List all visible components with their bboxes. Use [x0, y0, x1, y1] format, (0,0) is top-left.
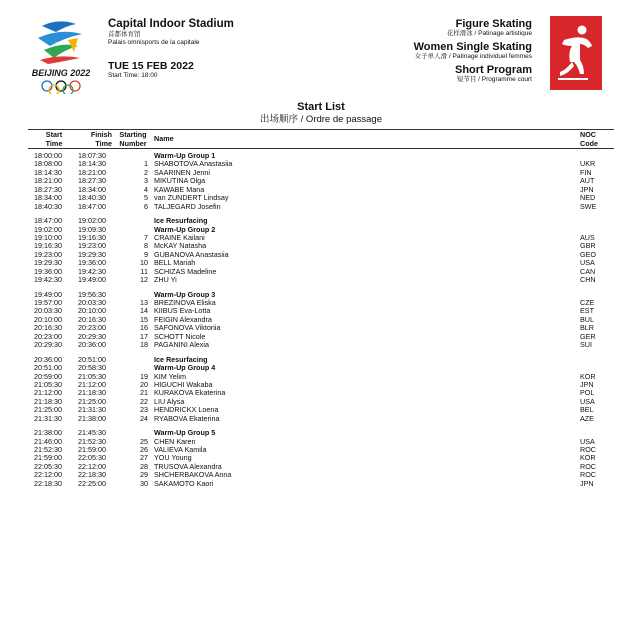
starting-number-cell: 20 — [140, 379, 148, 389]
finish-time-cell: 20:58:30 — [78, 363, 106, 373]
session-row — [28, 356, 614, 364]
venue-name-fr: Palais omnisports de la capitale — [108, 39, 200, 46]
finish-time-cell: 21:12:00 — [78, 379, 106, 389]
noc-code-cell: USA — [580, 396, 595, 406]
starting-number-cell: 8 — [144, 241, 148, 251]
finish-time-cell: 19:56:30 — [78, 289, 106, 299]
finish-time-cell: 20:51:00 — [78, 354, 106, 364]
skater-name-cell: HIGUCHI Wakaba — [154, 379, 213, 389]
skater-row — [28, 186, 614, 194]
noc-code-cell: AUT — [580, 176, 595, 186]
column-finish-label-2: Time — [95, 138, 112, 148]
finish-time-cell: 22:05:30 — [78, 453, 106, 463]
noc-code-cell: JPN — [580, 184, 594, 194]
noc-code-cell: CHN — [580, 275, 596, 285]
noc-code-cell: GEO — [580, 249, 596, 259]
start-time-cell: 18:40:30 — [34, 201, 62, 211]
noc-code-cell: SUI — [580, 340, 592, 350]
starting-number-cell: 14 — [140, 306, 148, 316]
skater-row — [28, 415, 614, 423]
finish-time-cell: 18:21:00 — [78, 167, 106, 177]
finish-time-cell: 19:42:30 — [78, 266, 106, 276]
event-name: Women Single Skating — [413, 41, 532, 53]
skater-row — [28, 259, 614, 267]
noc-code-cell: BEL — [580, 405, 594, 415]
skater-name-cell: McKAY Natasha — [154, 241, 207, 251]
skater-name-cell: CHEN Karen — [154, 436, 196, 446]
noc-code-cell: CAN — [580, 266, 596, 276]
noc-code-cell: CZE — [580, 298, 595, 307]
column-name: Name — [154, 134, 174, 143]
noc-code-cell: BLR — [580, 323, 594, 333]
venue-block — [108, 18, 328, 80]
start-time-cell: 20:36:00 — [34, 354, 62, 364]
skater-name-cell: SAKAMOTO Kaori — [154, 478, 214, 488]
start-time-cell: 18:27:30 — [34, 184, 62, 194]
session-label: Warm-Up Group 3 — [154, 289, 216, 299]
starting-number-cell: 1 — [144, 159, 148, 169]
starting-number-cell: 10 — [140, 258, 148, 268]
starting-number-cell: 7 — [144, 232, 148, 242]
finish-time-cell: 18:07:30 — [78, 151, 106, 160]
starting-number-cell: 19 — [140, 371, 148, 381]
finish-time-cell: 18:47:00 — [78, 201, 106, 211]
skater-row — [28, 307, 614, 315]
finish-time-cell: 20:36:00 — [78, 340, 106, 350]
finish-time-cell: 19:49:00 — [78, 275, 106, 285]
noc-code-cell: JPN — [580, 478, 594, 488]
skater-row — [28, 299, 614, 307]
start-time-cell: 18:00:00 — [34, 151, 62, 160]
starting-number-cell: 6 — [144, 201, 148, 211]
column-starting-number — [116, 131, 150, 148]
noc-code-cell: GBR — [580, 241, 596, 251]
skater-name-cell: KAWABE Mana — [154, 184, 205, 194]
skater-name-cell: SHABOTOVA Anastasiia — [154, 159, 233, 169]
column-noc-code — [580, 131, 598, 148]
skater-row — [28, 242, 614, 250]
svg-text:BEIJING 2022: BEIJING 2022 — [31, 68, 91, 78]
starting-number-cell: 17 — [140, 331, 148, 341]
starting-number-cell: 12 — [140, 275, 148, 285]
skater-name-cell: TALJEGARD Josefin — [154, 201, 221, 211]
starting-number-cell: 28 — [140, 461, 148, 471]
column-finish-time — [82, 131, 112, 148]
session-label: Warm-Up Group 5 — [154, 428, 216, 438]
finish-time-cell: 20:23:00 — [78, 323, 106, 333]
skater-row — [28, 324, 614, 332]
noc-code-cell: AZE — [580, 413, 594, 423]
column-start-time — [38, 131, 70, 148]
starting-number-cell: 25 — [140, 436, 148, 446]
finish-time-cell: 21:18:30 — [78, 388, 106, 398]
noc-code-cell: AUS — [580, 232, 595, 242]
column-noc-label: NOC — [580, 130, 596, 139]
start-time-cell: 21:59:00 — [34, 453, 62, 463]
noc-code-cell: POL — [580, 388, 595, 398]
skater-name-cell: ZHU Yi — [154, 275, 177, 285]
start-time-cell: 20:03:30 — [34, 306, 62, 316]
skater-name-cell: SHCHERBAKOVA Anna — [154, 470, 232, 480]
skater-name-cell: CRAINE Kailani — [154, 232, 205, 242]
event-name-sub: 女子单人滑 / Patinage individuel femmes — [414, 53, 532, 60]
finish-time-cell: 19:16:30 — [78, 232, 106, 242]
start-time-cell: 18:34:00 — [34, 193, 62, 203]
finish-time-cell: 19:36:00 — [78, 258, 106, 268]
noc-code-cell: FIN — [580, 167, 592, 177]
starting-number-cell: 3 — [144, 176, 148, 186]
start-time-cell: 19:10:00 — [34, 232, 62, 242]
skater-name-cell: SAARINEN Jenni — [154, 167, 210, 177]
noc-code-cell: BUL — [580, 314, 594, 324]
skater-row — [28, 446, 614, 454]
skater-row — [28, 381, 614, 389]
skater-row — [28, 333, 614, 341]
sport-name-sub: 花样滑冰 / Patinage artistique — [446, 30, 532, 37]
skater-name-cell: SCHIZAS Madeline — [154, 266, 217, 276]
start-time-cell: 18:21:00 — [34, 176, 62, 186]
start-time-cell: 20:10:00 — [34, 314, 62, 324]
skater-name-cell: KIM Yelim — [154, 371, 186, 381]
start-time-cell: 18:08:00 — [34, 159, 62, 169]
venue-name-zh: 首都体育馆 — [108, 31, 141, 38]
noc-code-cell: ROC — [580, 445, 596, 454]
skater-name-cell: RYABOVA Ekaterina — [154, 413, 220, 423]
skater-row — [28, 169, 614, 177]
noc-code-cell: ROC — [580, 461, 596, 471]
skater-row — [28, 454, 614, 462]
session-row — [28, 217, 614, 225]
starting-number-cell: 5 — [144, 193, 148, 203]
start-time-cell: 21:38:00 — [34, 428, 62, 438]
starting-number-cell: 23 — [140, 405, 148, 415]
starting-number-cell: 18 — [140, 340, 148, 350]
start-list-document — [28, 14, 614, 624]
finish-time-cell: 21:25:00 — [78, 396, 106, 406]
finish-time-cell: 20:16:30 — [78, 314, 106, 324]
skater-row — [28, 251, 614, 259]
skater-name-cell: LIU Alysa — [154, 396, 185, 406]
noc-code-cell: KOR — [580, 453, 596, 463]
start-time-cell: 19:23:00 — [34, 249, 62, 259]
start-time-cell: 19:16:30 — [34, 241, 62, 251]
finish-time-cell: 22:12:00 — [78, 461, 106, 471]
starting-number-cell: 2 — [144, 167, 148, 177]
session-label: Warm-Up Group 2 — [154, 224, 216, 234]
session-row — [28, 364, 614, 372]
starting-number-cell: 15 — [140, 314, 148, 324]
starting-number-cell: 11 — [140, 266, 148, 276]
skater-name-cell: KURAKOVA Ekaterina — [154, 388, 226, 398]
finish-time-cell: 18:27:30 — [78, 176, 106, 186]
start-time: Start Time: 18:00 — [108, 72, 158, 79]
start-time-cell: 19:42:30 — [34, 275, 62, 285]
noc-code-cell: EST — [580, 306, 594, 316]
starting-number-cell: 24 — [140, 413, 148, 423]
column-noc-label-2: Code — [580, 138, 598, 148]
skater-name-cell: YOU Young — [154, 453, 192, 463]
start-time-cell: 21:46:00 — [34, 436, 62, 446]
finish-time-cell: 22:25:00 — [78, 478, 106, 488]
start-time-cell: 21:12:00 — [34, 388, 62, 398]
noc-code-cell: USA — [580, 258, 595, 268]
skater-name-cell: GUBANOVA Anastasiia — [154, 249, 229, 259]
starting-number-cell: 16 — [140, 323, 148, 333]
starting-number-cell: 26 — [140, 445, 148, 454]
skater-row — [28, 276, 614, 284]
skater-name-cell: SAFONOVA Viktoriia — [154, 323, 221, 333]
noc-code-cell: JPN — [580, 379, 594, 389]
skater-name-cell: KIIBUS Eva-Lotta — [154, 306, 211, 316]
column-start-label-2: Time — [45, 138, 63, 148]
column-num-label-2: Number — [119, 138, 147, 148]
finish-time-cell: 19:02:00 — [78, 216, 106, 226]
finish-time-cell: 19:29:30 — [78, 249, 106, 259]
noc-code-cell: GER — [580, 331, 596, 341]
skater-name-cell: HENDRICKX Loena — [154, 405, 219, 415]
list-title-block — [28, 101, 614, 125]
noc-code-cell: KOR — [580, 371, 596, 381]
noc-code-cell: USA — [580, 436, 595, 446]
starting-number-cell: 9 — [144, 249, 148, 259]
skater-row — [28, 398, 614, 406]
skater-name-cell: BELL Mariah — [154, 258, 196, 268]
skater-row — [28, 268, 614, 276]
skater-name-cell: VALIEVA Kamila — [154, 445, 207, 454]
noc-code-cell: NED — [580, 193, 596, 203]
session-label: Warm-Up Group 4 — [154, 363, 216, 373]
session-label: Ice Resurfacing — [154, 216, 208, 226]
column-num-label: Starting — [119, 130, 147, 139]
starting-number-cell: 13 — [140, 298, 148, 307]
session-row — [28, 226, 614, 234]
noc-code-cell: ROC — [580, 470, 596, 480]
finish-time-cell: 18:14:30 — [78, 159, 106, 169]
finish-time-cell: 20:03:30 — [78, 298, 106, 307]
skater-name-cell: TRUSOVA Alexandra — [154, 461, 222, 471]
column-start-label: Start — [45, 130, 63, 139]
start-time-cell: 22:12:00 — [34, 470, 62, 480]
finish-time-cell: 21:38:00 — [78, 413, 106, 423]
start-time-cell: 20:16:30 — [34, 323, 62, 333]
skater-name-cell: FEIGIN Alexandra — [154, 314, 212, 324]
start-time-cell: 19:36:00 — [34, 266, 62, 276]
skater-row — [28, 194, 614, 202]
skater-row — [28, 373, 614, 381]
skater-row — [28, 406, 614, 414]
session-label: Warm-Up Group 1 — [154, 151, 216, 160]
skater-name-cell: MIKUTINA Olga — [154, 176, 206, 186]
start-time-cell: 21:05:30 — [34, 379, 62, 389]
document-header — [28, 14, 614, 96]
event-date: TUE 15 FEB 2022 — [108, 60, 194, 72]
skater-row — [28, 341, 614, 349]
skater-name-cell: PAGANINI Alexia — [154, 340, 209, 350]
start-time-cell: 18:14:30 — [34, 167, 62, 177]
list-title: Start List — [297, 101, 345, 113]
skater-name-cell: BREZINOVA Eliska — [154, 298, 216, 307]
finish-time-cell: 21:05:30 — [78, 371, 106, 381]
start-time-cell: 22:18:30 — [34, 478, 62, 488]
segment-name-sub: 短节目 / Programme court — [456, 76, 532, 83]
finish-time-cell: 19:23:00 — [78, 241, 106, 251]
finish-time-cell: 18:34:00 — [78, 184, 106, 194]
starting-number-cell: 4 — [144, 184, 148, 194]
start-time-cell: 21:31:30 — [34, 413, 62, 423]
finish-time-cell: 22:18:30 — [78, 470, 106, 480]
finish-time-cell: 21:31:30 — [78, 405, 106, 415]
skater-row — [28, 316, 614, 324]
column-finish-label: Finish — [90, 130, 112, 139]
starting-number-cell: 29 — [140, 470, 148, 480]
venue-name: Capital Indoor Stadium — [108, 18, 234, 30]
skater-row — [28, 480, 614, 488]
sport-name: Figure Skating — [455, 18, 532, 30]
skater-row — [28, 177, 614, 185]
skater-row — [28, 438, 614, 446]
start-time-cell: 20:23:00 — [34, 331, 62, 341]
finish-time-cell: 21:52:30 — [78, 436, 106, 446]
start-time-cell: 20:59:00 — [34, 371, 62, 381]
start-time-cell: 21:18:30 — [34, 396, 62, 406]
finish-time-cell: 19:09:30 — [78, 224, 106, 234]
segment-name: Short Program — [454, 64, 532, 76]
start-time-cell: 22:05:30 — [34, 461, 62, 471]
session-row — [28, 152, 614, 160]
list-subtitle: 出场顺序 / Ordre de passage — [260, 114, 382, 125]
session-row — [28, 429, 614, 437]
skater-name-cell: SCHOTT Nicole — [154, 331, 206, 341]
start-time-cell: 19:02:00 — [34, 224, 62, 234]
finish-time-cell: 20:10:00 — [78, 306, 106, 316]
skater-row — [28, 463, 614, 471]
skater-row — [28, 234, 614, 242]
start-time-cell: 18:47:00 — [34, 216, 62, 226]
noc-code-cell: SWE — [580, 201, 597, 211]
start-time-cell: 19:49:00 — [34, 289, 62, 299]
start-time-cell: 19:57:00 — [34, 298, 62, 307]
starting-number-cell: 27 — [140, 453, 148, 463]
starting-number-cell: 22 — [140, 396, 148, 406]
skater-row — [28, 203, 614, 211]
skater-row — [28, 471, 614, 479]
starting-number-cell: 30 — [140, 478, 148, 488]
start-time-cell: 19:29:30 — [34, 258, 62, 268]
start-time-cell: 21:52:30 — [34, 445, 62, 454]
skater-name-cell: van ZUNDERT Lindsay — [154, 193, 229, 203]
beijing-2022-logo-icon — [30, 16, 92, 94]
finish-time-cell: 18:40:30 — [78, 193, 106, 203]
starting-number-cell: 21 — [140, 388, 148, 398]
start-time-cell: 21:25:00 — [34, 405, 62, 415]
start-time-cell: 20:51:00 — [34, 363, 62, 373]
finish-time-cell: 20:29:30 — [78, 331, 106, 341]
start-list-rows — [28, 152, 614, 488]
skater-row — [28, 389, 614, 397]
event-block — [332, 18, 532, 87]
finish-time-cell: 21:45:30 — [78, 428, 106, 438]
figure-skating-pictogram-icon — [550, 16, 602, 90]
session-label: Ice Resurfacing — [154, 354, 208, 364]
skater-row — [28, 160, 614, 168]
column-headers — [28, 129, 614, 149]
session-row — [28, 291, 614, 299]
noc-code-cell: UKR — [580, 159, 596, 169]
finish-time-cell: 21:59:00 — [78, 445, 106, 454]
start-time-cell: 20:29:30 — [34, 340, 62, 350]
